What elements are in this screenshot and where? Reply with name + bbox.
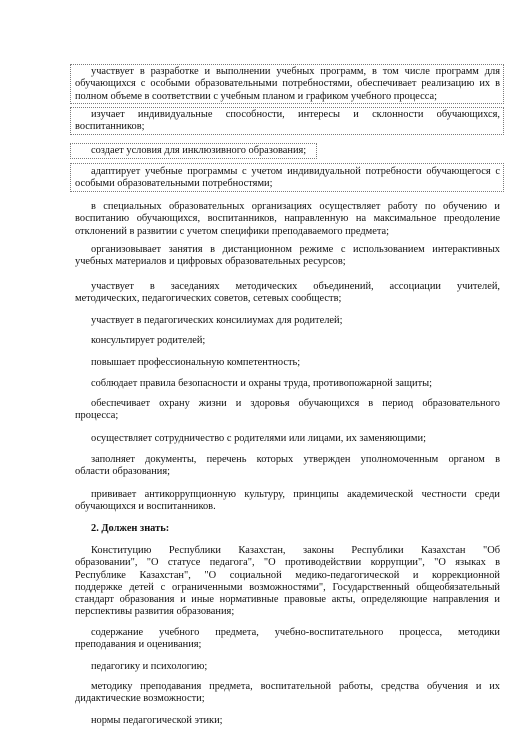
text-line: отклонений в развитии с учетом специфики преподаваемого предмета; [75, 225, 389, 237]
duty-paragraph [75, 281, 500, 306]
text-line: обеспечивает охрану жизни и здоровья обучающихся в период образовательного [91, 398, 500, 409]
text-line: стандарт образования и иные нормативные правовые акты, определяющие направления и [75, 594, 500, 606]
duty-paragraph [75, 433, 500, 445]
knowledge-paragraph [75, 715, 500, 727]
knowledge-paragraph [75, 661, 500, 673]
text-line: поддержке детей с ограниченными возможностями", Государственный общеобязательный [75, 581, 500, 593]
duty-paragraph [75, 357, 500, 369]
text-line: заполняет документы, перечень которых утвержден уполномоченным органом в [91, 454, 500, 465]
knowledge-paragraph [75, 545, 500, 619]
knowledge-paragraph [75, 681, 500, 706]
duty-paragraph [75, 166, 500, 191]
text-line: повышает профессиональную компетентность; [91, 357, 301, 368]
text-line: дидактические возможности; [75, 693, 205, 705]
text-line: организовывает занятия в дистанционном режиме с использованием интерактивных [91, 244, 500, 255]
text-line: Республике Казахстан", "О социальной медико-педагогической и коррекционной [75, 569, 500, 581]
text-line: консультирует родителей; [91, 335, 206, 346]
text-line: преподавания и оценивания; [75, 639, 202, 651]
text-line: нормы педагогической этики; [91, 715, 223, 726]
text-line: области образования; [75, 466, 171, 478]
duty-paragraph [75, 145, 500, 157]
duty-paragraph [75, 398, 500, 423]
text-line: процесса; [75, 410, 119, 422]
duty-paragraph [75, 489, 500, 514]
text-line: методических, педагогических советов, сетевых сообществ; [75, 293, 342, 305]
duty-paragraph [75, 66, 500, 103]
text-line: полном объеме в соответствии с учебным планом и графиком учебного процесса; [75, 90, 437, 102]
text-line: участвует в разработке и выполнении учебных программ, в том числе программ для [91, 66, 500, 77]
knowledge-paragraph [75, 627, 500, 652]
text-line: соблюдает правила безопасности и охраны труда, противопожарной защиты; [91, 378, 432, 389]
text-line: осуществляет сотрудничество с родителями или лицами, их заменяющими; [91, 433, 426, 444]
section-heading [75, 523, 500, 535]
text-line: содержание учебного предмета, учебно-воспитательного процесса, методики [91, 627, 500, 638]
duty-paragraph [75, 109, 500, 134]
duty-paragraph [75, 315, 500, 327]
text-line: обучающихся с особыми образовательными потребностями, обеспечивает реализацию их в [75, 78, 500, 90]
text-line: воспитанию обучающихся, воспитанников, направленную на максимальное преодоление [75, 213, 500, 225]
duty-paragraph [75, 454, 500, 479]
text-line: участвует в заседаниях методических объединений, ассоциации учителей, [91, 281, 500, 292]
text-line: образовании", "О статусе педагога", "О противодействии коррупции", "О языках в [75, 557, 500, 569]
text-line: участвует в педагогических консилиумах для родителей; [91, 315, 343, 326]
section-heading-text: 2. Должен знать: [91, 523, 170, 534]
text-line: Конституцию Республики Казахстан, законы Республики Казахстан "Об [91, 545, 500, 556]
duty-paragraph [75, 201, 500, 238]
text-line: адаптирует учебные программы с учетом индивидуальной потребности обучающегося с [91, 166, 500, 177]
text-line: перспективы развития образования; [75, 606, 235, 618]
text-line: воспитанников; [75, 121, 145, 133]
text-line: в специальных образовательных организациях осуществляет работу по обучению и [91, 201, 500, 212]
text-line: особыми образовательными потребностями; [75, 178, 273, 190]
text-line: методику преподавания предмета, воспитательной работы, средства обучения и их [91, 681, 500, 692]
text-line: учебных материалов и цифровых образовательных ресурсов; [75, 256, 346, 268]
text-line: изучает индивидуальные способности, интересы и склонности обучающихся, [91, 109, 500, 120]
text-line: прививает антикоррупционную культуру, принципы академической честности среди [91, 489, 500, 500]
duty-paragraph [75, 378, 500, 390]
text-line: обучающихся и воспитанников. [75, 501, 216, 513]
duty-paragraph [75, 244, 500, 269]
text-line: создает условия для инклюзивного образования; [91, 145, 307, 156]
duty-paragraph [75, 335, 500, 347]
text-line: педагогику и психологию; [91, 661, 208, 672]
